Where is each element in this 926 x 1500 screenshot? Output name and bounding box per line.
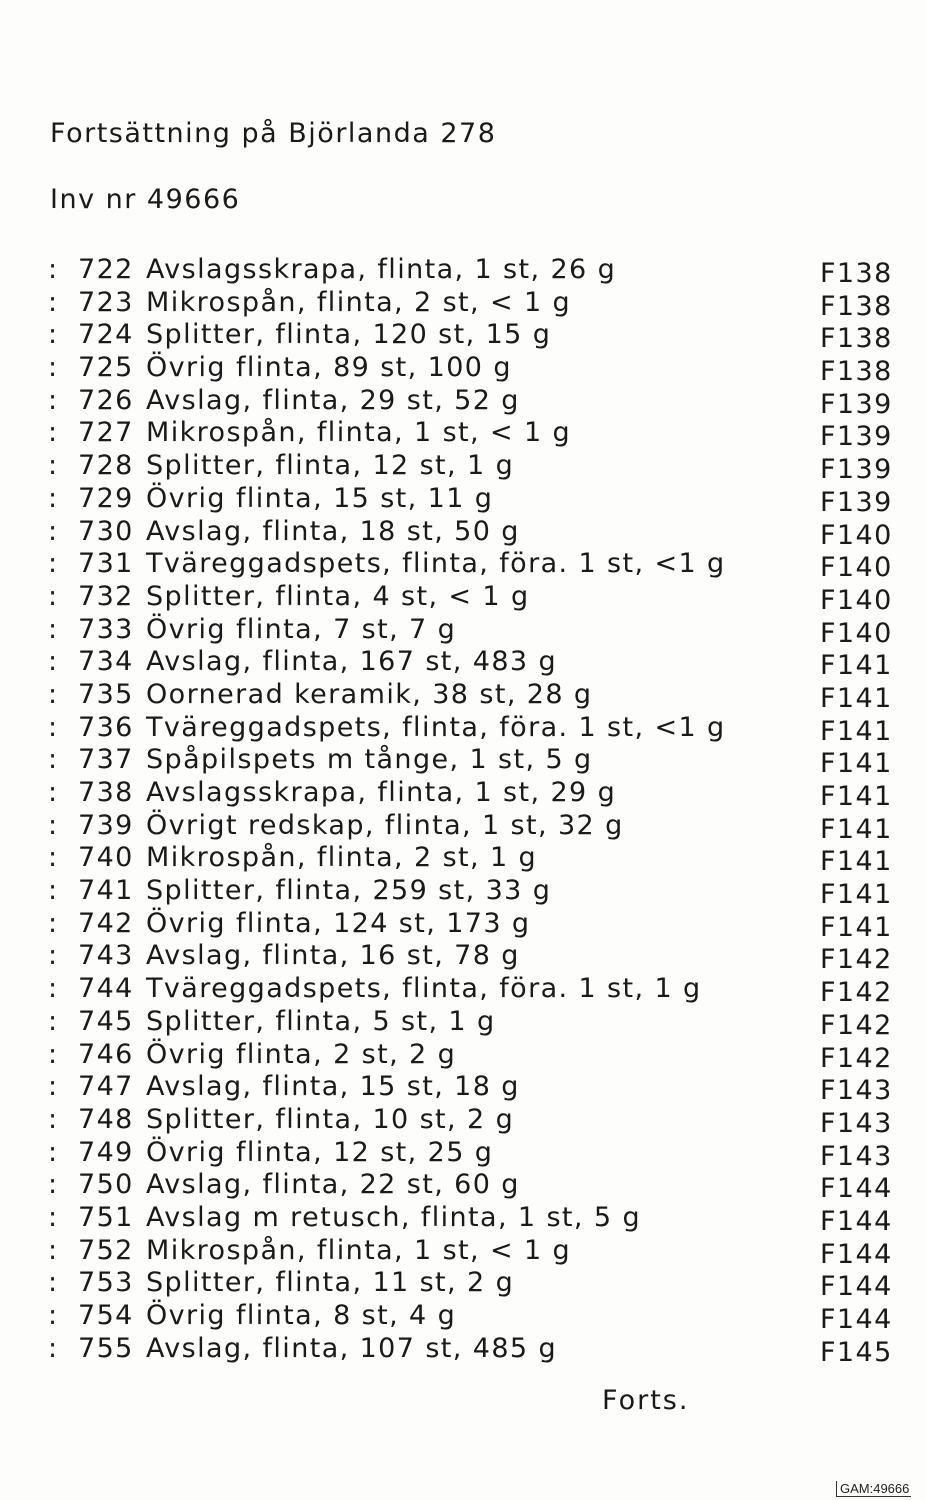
entry-description: Splitter, flinta, 11 st, 2 g: [146, 1267, 515, 1299]
entry-colon: :: [48, 1103, 59, 1135]
list-item: [48, 612, 898, 649]
entry-colon: :: [48, 515, 59, 547]
entry-find-code: F142: [820, 977, 893, 1009]
entry-colon: :: [48, 1005, 59, 1037]
entry-colon: :: [48, 450, 59, 482]
entry-colon: :: [48, 777, 59, 808]
entry-description: Splitter, flinta, 259 st, 33 g: [146, 875, 552, 907]
list-item: [48, 579, 898, 616]
entry-colon: :: [48, 1234, 59, 1266]
entry-colon: :: [48, 580, 59, 612]
entry-find-code: F144: [820, 1304, 893, 1335]
list-item: [48, 252, 898, 289]
list-item: [48, 840, 898, 878]
entry-colon: :: [48, 417, 59, 449]
list-item: [48, 1233, 898, 1270]
entry-description: Spåpilspets m tånge, 1 st, 5 g: [146, 744, 593, 776]
entry-colon: :: [48, 319, 59, 351]
entry-description: Avslag m retusch, flinta, 1 st, 5 g: [146, 1201, 641, 1233]
list-item: [48, 644, 898, 682]
entry-find-code: F139: [820, 486, 893, 518]
entry-find-code: F143: [820, 1140, 893, 1172]
entry-description: Mikrospån, flinta, 1 st, < 1 g: [146, 1234, 572, 1266]
entry-description: Övrig flinta, 2 st, 2 g: [146, 1038, 457, 1070]
entry-number: 743: [78, 940, 134, 972]
entry-find-code: F140: [820, 552, 893, 584]
entry-description: Avslagsskrapa, flinta, 1 st, 26 g: [146, 254, 617, 285]
entry-find-code: F140: [820, 617, 893, 649]
entry-number: 742: [78, 907, 134, 939]
entry-find-code: F142: [820, 944, 893, 976]
entry-find-code: F143: [820, 1107, 893, 1139]
entry-description: Avslag, flinta, 29 st, 52 g: [146, 384, 520, 416]
entry-number: 739: [78, 809, 134, 841]
entry-number: 755: [78, 1332, 134, 1364]
entry-find-code: F140: [820, 584, 893, 616]
entry-colon: :: [48, 907, 59, 939]
entry-find-code: F139: [820, 388, 893, 420]
entry-number: 746: [78, 1038, 134, 1070]
list-item: [48, 1200, 898, 1237]
entry-colon: :: [48, 744, 59, 776]
entry-description: Tväreggadspets, flinta, föra. 1 st, <1 g: [146, 711, 726, 743]
list-item: [48, 1331, 898, 1368]
entry-find-code: F141: [820, 682, 893, 714]
entry-colon: :: [48, 678, 59, 710]
entry-colon: :: [48, 1201, 59, 1233]
entry-description: Övrigt redskap, flinta, 1 st, 32 g: [146, 809, 624, 841]
entry-description: Splitter, flinta, 120 st, 15 g: [146, 319, 552, 351]
entry-description: Avslagsskrapa, flinta, 1 st, 29 g: [146, 777, 617, 808]
entry-description: Övrig flinta, 89 st, 100 g: [146, 352, 512, 384]
entry-find-code: F141: [820, 781, 893, 812]
entry-colon: :: [48, 613, 59, 645]
entry-description: Avslag, flinta, 22 st, 60 g: [146, 1169, 520, 1201]
archive-stamp: GAM:49666: [836, 1481, 911, 1497]
entry-number: 725: [78, 352, 134, 384]
entry-number: 726: [78, 384, 134, 416]
entry-find-code: F145: [820, 1336, 893, 1368]
entry-colon: :: [48, 286, 59, 318]
entry-find-code: F139: [820, 454, 893, 486]
entry-colon: :: [48, 1071, 59, 1103]
entry-colon: :: [48, 1267, 59, 1299]
entry-description: Mikrospån, flinta, 2 st, 1 g: [146, 842, 538, 874]
entry-colon: :: [48, 548, 59, 580]
entry-number: 730: [78, 515, 134, 547]
list-item: [48, 1265, 898, 1303]
inventory-number: Inv nr 49666: [50, 184, 241, 215]
document-title: Fortsättning på Björlanda 278: [50, 118, 497, 149]
entry-find-code: F140: [820, 519, 893, 551]
entry-find-code: F141: [820, 813, 893, 845]
entry-number: 736: [78, 711, 134, 743]
list-item: [48, 317, 898, 355]
entry-number: 727: [78, 417, 134, 449]
entry-description: Avslag, flinta, 18 st, 50 g: [146, 515, 520, 547]
entry-find-code: F143: [820, 1075, 893, 1107]
entry-description: Tväreggadspets, flinta, föra. 1 st, <1 g: [146, 548, 726, 580]
list-item: [48, 808, 898, 845]
list-item: [48, 1004, 898, 1041]
entry-colon: :: [48, 1169, 59, 1201]
entry-description: Övrig flinta, 124 st, 173 g: [146, 907, 531, 939]
list-item: [48, 677, 898, 714]
entry-find-code: F141: [820, 879, 893, 911]
entry-number: 724: [78, 319, 134, 351]
entry-description: Oornerad keramik, 38 st, 28 g: [146, 678, 593, 710]
entry-colon: :: [48, 1136, 59, 1168]
entry-number: 738: [78, 777, 134, 808]
entry-colon: :: [48, 254, 59, 285]
entry-find-code: F141: [820, 911, 893, 943]
list-item: [48, 1167, 898, 1205]
entry-description: Avslag, flinta, 107 st, 485 g: [146, 1332, 557, 1364]
list-item: [48, 514, 898, 551]
entry-description: Övrig flinta, 15 st, 11 g: [146, 482, 494, 514]
entry-find-code: F142: [820, 1042, 893, 1074]
entry-number: 734: [78, 646, 134, 678]
list-item: [48, 938, 898, 976]
entry-find-code: F144: [820, 1238, 893, 1270]
list-item: [48, 285, 898, 322]
entry-description: Övrig flinta, 7 st, 7 g: [146, 613, 457, 645]
continuation-note: Forts.: [602, 1385, 690, 1416]
entry-description: Splitter, flinta, 12 st, 1 g: [146, 450, 515, 482]
entry-description: Avslag, flinta, 15 st, 18 g: [146, 1071, 520, 1103]
list-item: [48, 546, 898, 584]
entry-number: 749: [78, 1136, 134, 1168]
entry-find-code: F138: [820, 356, 893, 388]
entry-number: 733: [78, 613, 134, 645]
entry-description: Övrig flinta, 12 st, 25 g: [146, 1136, 494, 1168]
entry-find-code: F138: [820, 290, 893, 322]
entry-number: 740: [78, 842, 134, 874]
entry-number: 747: [78, 1071, 134, 1103]
entry-number: 750: [78, 1169, 134, 1201]
entry-colon: :: [48, 1038, 59, 1070]
entry-number: 748: [78, 1103, 134, 1135]
entry-colon: :: [48, 940, 59, 972]
list-item: [48, 775, 898, 812]
entry-colon: :: [48, 384, 59, 416]
entry-number: 741: [78, 875, 134, 907]
entry-find-code: F138: [820, 258, 893, 289]
list-item: [48, 906, 898, 943]
entry-number: 745: [78, 1005, 134, 1037]
entry-find-code: F141: [820, 846, 893, 878]
entry-number: 731: [78, 548, 134, 580]
entry-colon: :: [48, 875, 59, 907]
list-item: [48, 481, 898, 518]
entry-colon: :: [48, 1332, 59, 1364]
entry-find-code: F141: [820, 748, 893, 780]
entry-colon: :: [48, 809, 59, 841]
entry-find-code: F138: [820, 323, 893, 355]
entry-number: 752: [78, 1234, 134, 1266]
list-item: [48, 710, 898, 747]
entry-number: 723: [78, 286, 134, 318]
entry-number: 744: [78, 973, 134, 1005]
entry-description: Avslag, flinta, 16 st, 78 g: [146, 940, 520, 972]
entry-list: [48, 252, 898, 1368]
entry-number: 735: [78, 678, 134, 710]
entry-colon: :: [48, 352, 59, 384]
entry-number: 729: [78, 482, 134, 514]
entry-find-code: F139: [820, 421, 893, 453]
entry-number: 751: [78, 1201, 134, 1233]
entry-colon: :: [48, 973, 59, 1005]
list-item: [48, 1102, 898, 1139]
entry-colon: :: [48, 646, 59, 678]
entry-description: Splitter, flinta, 10 st, 2 g: [146, 1103, 515, 1135]
list-item: [48, 383, 898, 420]
list-item: [48, 1135, 898, 1172]
entry-colon: :: [48, 711, 59, 743]
list-item: [48, 1298, 898, 1335]
list-item: [48, 1037, 898, 1074]
entry-description: Splitter, flinta, 5 st, 1 g: [146, 1005, 496, 1037]
entry-number: 728: [78, 450, 134, 482]
entry-find-code: F144: [820, 1173, 893, 1205]
entry-number: 737: [78, 744, 134, 776]
list-item: [48, 873, 898, 911]
entry-description: Övrig flinta, 8 st, 4 g: [146, 1300, 457, 1331]
entry-find-code: F142: [820, 1009, 893, 1041]
list-item: [48, 350, 898, 388]
entry-description: Avslag, flinta, 167 st, 483 g: [146, 646, 557, 678]
entry-find-code: F141: [820, 715, 893, 747]
entry-description: Splitter, flinta, 4 st, < 1 g: [146, 580, 530, 612]
list-item: [48, 971, 898, 1009]
entry-find-code: F141: [820, 650, 893, 682]
list-item: [48, 448, 898, 486]
entry-number: 753: [78, 1267, 134, 1299]
entry-number: 754: [78, 1300, 134, 1331]
entry-description: Tväreggadspets, flinta, föra. 1 st, 1 g: [146, 973, 702, 1005]
entry-number: 732: [78, 580, 134, 612]
entry-number: 722: [78, 254, 134, 285]
entry-find-code: F144: [820, 1271, 893, 1303]
entry-description: Mikrospån, flinta, 1 st, < 1 g: [146, 417, 572, 449]
entry-colon: :: [48, 482, 59, 514]
entry-colon: :: [48, 1300, 59, 1331]
entry-find-code: F144: [820, 1205, 893, 1237]
entry-colon: :: [48, 842, 59, 874]
list-item: [48, 415, 898, 453]
list-item: [48, 1069, 898, 1107]
list-item: [48, 742, 898, 780]
entry-description: Mikrospån, flinta, 2 st, < 1 g: [146, 286, 572, 318]
